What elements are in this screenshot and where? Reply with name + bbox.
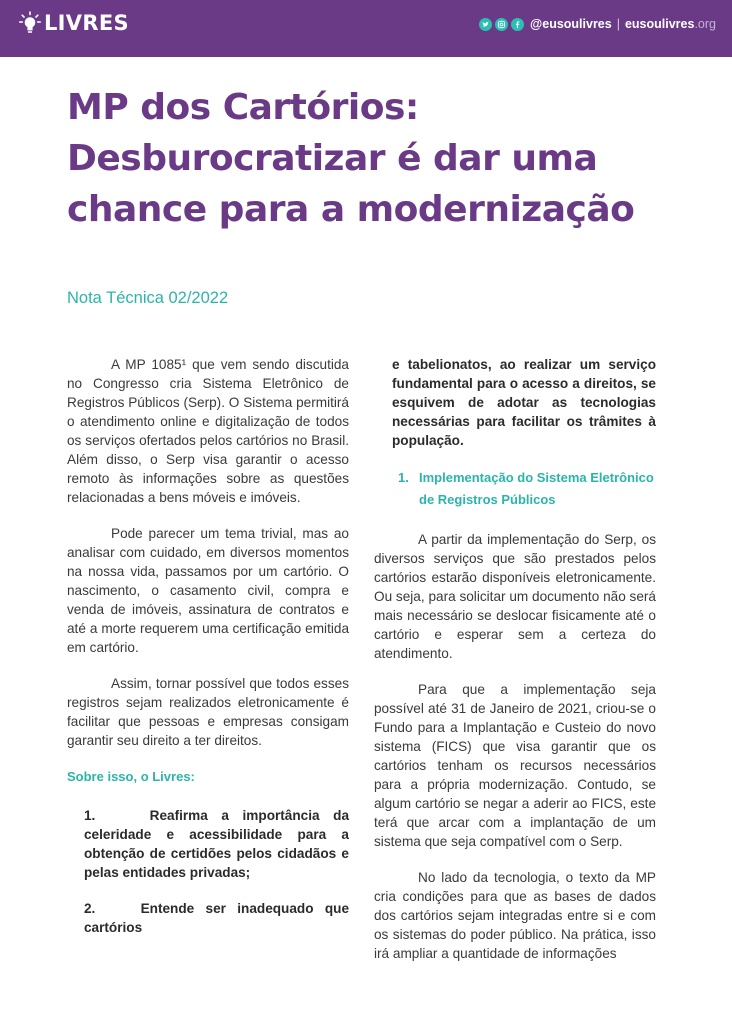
list-text: Entende ser inadequado que cartórios [84,901,350,935]
position-list [67,806,349,937]
paragraph-technology: No lado da tecnologia, o texto da MP cria condições para que as bases de dados dos cartórios sejam integradas entre si e com os sistemas do poder público. Na prática, isso irá ampliar a quantidade de informações [374,870,656,961]
left-column [67,355,349,954]
facebook-icon[interactable] [511,18,524,31]
lightbulb-icon [19,11,41,35]
list-item-continuation: e tabelionatos, ao realizar um serviço fundamental para o acesso a direitos, se esquivem de adotar as tecnologias necessárias para facilitar os trâmites à população. [392,357,656,448]
brand-name: LIVRES [44,11,129,35]
instagram-icon[interactable] [495,18,508,31]
social-links [479,15,716,33]
list-number: 2. [84,901,96,916]
brand-logo[interactable] [19,11,129,35]
paragraph-electronic-registry: Assim, tornar possível que todos esses registros sejam realizados eletronicamente é facilitar que pessoas e empresas consigam garantir seu direito a ter direitos. [67,676,349,748]
paragraph-trivial-theme: Pode parecer um tema trivial, mas ao analisar com cuidado, em diversos momentos na nossa vida, passamos por um cartório. O nascimento, o casamento civil, compra e venda de imóveis, assinatura de contratos e até a morte requerem uma certificação emitida em cartório. [67,526,349,655]
list-text: Reafirma a importância da celeridade e acessibilidade para a obtenção de certidões pelos cidadãos e pelas entidades privadas; [84,808,350,880]
social-handle[interactable]: @eusoulivres [530,17,612,31]
list-number: 1. [84,808,96,823]
header-separator: | [616,17,620,31]
position-label: Sobre isso, o Livres: [67,769,195,784]
header-bar [0,0,732,57]
list-item [84,806,349,882]
section-number: 1. [398,470,409,485]
document-title: MP dos Cartórios: Desburocratizar é dar uma chance para a modernização [67,87,635,230]
twitter-icon[interactable] [479,18,492,31]
paragraph-fics-fund: Para que a implementação seja possível até 31 de Janeiro de 2021, criou-se o Fundo para a Implantação e Custeio do novo sistema (FICS) que visa garantir que os cartórios tenham os recursos necessários para a própria modernização. Contudo, se algum cartório se negar a aderir ao FICS, este terá que arcar com a implantação de um sistema que seja compatível com o Serp. [374,682,656,849]
section-heading [398,467,656,511]
section-title: Implementação do Sistema Eletrônico de Registros Públicos [419,470,654,507]
document-subtitle: Nota Técnica 02/2022 [67,289,229,307]
website-link[interactable] [625,15,716,33]
paragraph-intro: A MP 1085¹ que vem sendo discutida no Congresso cria Sistema Eletrônico de Registros Públicos (Serp). O Sistema permitirá o atendimento online e digitalização de todos os serviços ofertados pelos cartórios no Brasil. Além disso, o Serp visa garantir o acesso remoto às informações sobre as questões relacionadas a bens móveis e imóveis. [67,357,349,505]
website-name: eusoulivres [624,17,695,31]
list-item [84,899,349,937]
paragraph-serp-implementation: A partir da implementação do Serp, os diversos serviços que são prestados pelos cartórios estarão disponíveis eletronicamente. Ou seja, para solicitar um documento não será mais necessário se deslocar fisicamente até o cartório e esperar sem a certeza do atendimento. [374,532,656,661]
right-column [374,355,656,980]
website-tld: .org [694,17,716,31]
